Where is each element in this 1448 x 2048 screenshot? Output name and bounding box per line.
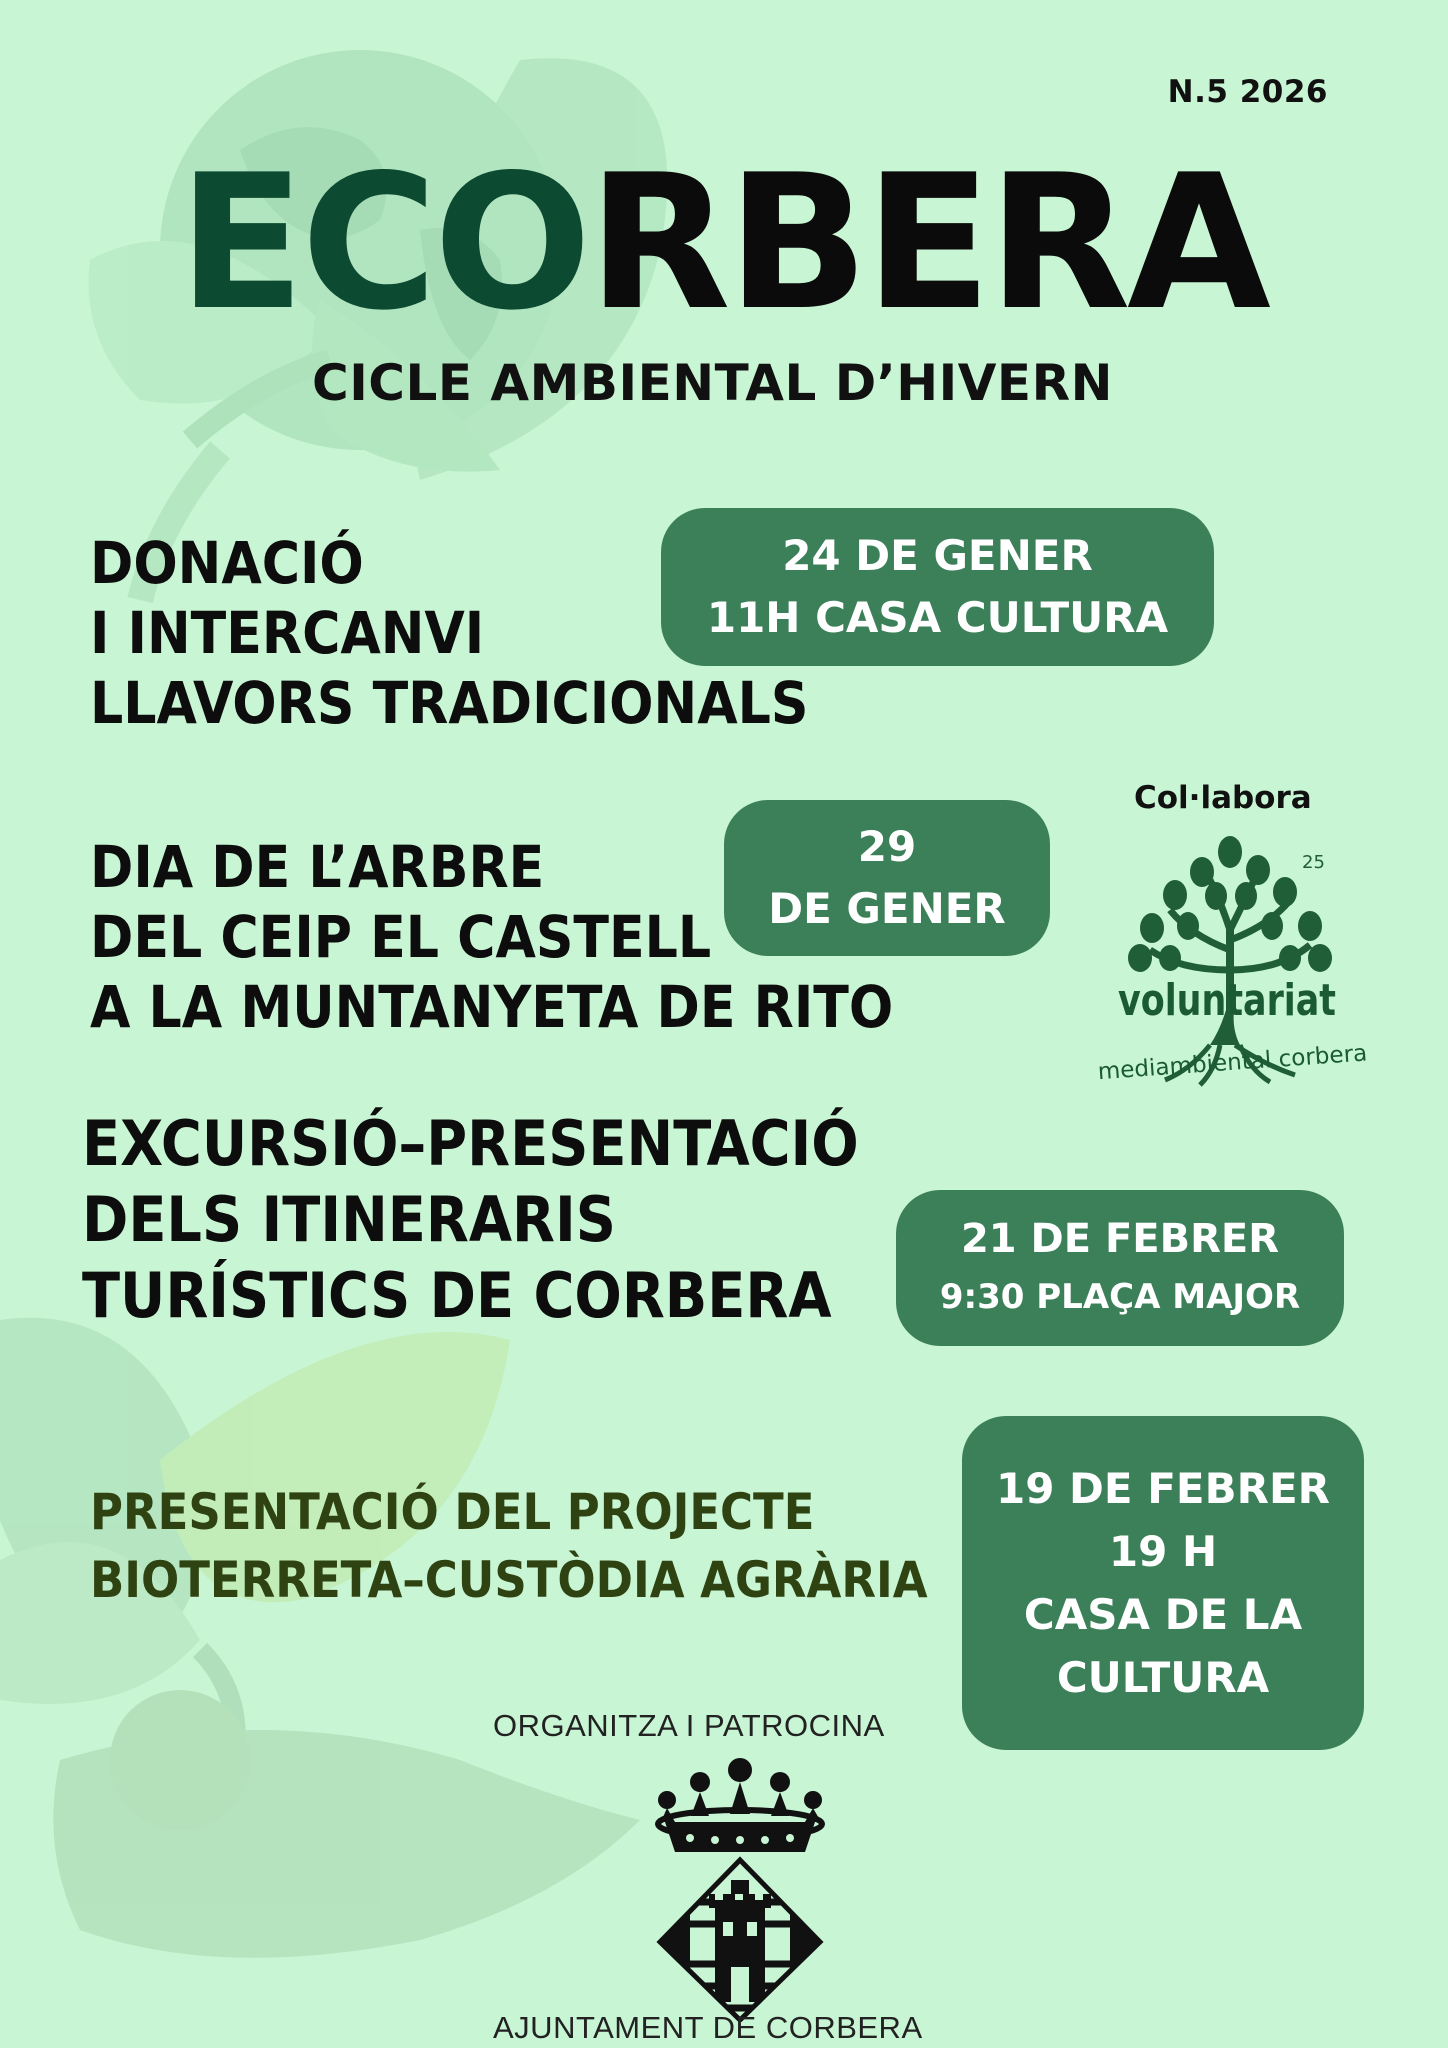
collaborator-label: Col·labora [1134, 780, 1312, 816]
event-4-title [90, 1478, 928, 1614]
event-3-date-badge [896, 1190, 1344, 1346]
voluntariat-tree-logo-icon [1070, 830, 1390, 1090]
event-2-title-line: A LA MUNTANYETA DE RITO [90, 973, 894, 1041]
event-3-title-line: EXCURSIÓ–PRESENTACIÓ [82, 1107, 859, 1180]
event-2-title-line: DEL CEIP EL CASTELL [90, 903, 712, 971]
event-3-title-line: DELS ITINERARIS [82, 1183, 616, 1256]
event-2-title-line: DIA DE L’ARBRE [90, 833, 545, 901]
event-1-title-line: DONACIÓ [90, 529, 364, 597]
event-4-date-badge [962, 1416, 1364, 1750]
event-1-date-badge [661, 508, 1214, 666]
event-3-title-line: TURÍSTICS DE CORBERA [82, 1259, 832, 1332]
event-4-date-line: 19 DE FEBRER [995, 1464, 1330, 1513]
event-3-title [82, 1106, 859, 1334]
event-4-date-line: CULTURA [1056, 1653, 1270, 1702]
title-rbera: RBERA [587, 134, 1267, 351]
event-1-date-line: 24 DE GENER [782, 531, 1093, 580]
poster-title [178, 134, 1267, 351]
event-2-date-line: 29 [857, 822, 917, 871]
event-2-date-badge [724, 800, 1050, 956]
logo-sub-text: mediambiental corbera [1096, 1040, 1368, 1086]
event-1-title-line: LLAVORS TRADICIONALS [90, 669, 809, 737]
issue-number: N.5 2026 [1167, 74, 1328, 110]
event-4-date-line: CASA DE LA [1023, 1590, 1303, 1639]
event-3-date-line: 9:30 PLAÇA MAJOR [939, 1277, 1301, 1317]
event-4-date-line: 19 H [1108, 1527, 1218, 1576]
event-3-date-line: 21 DE FEBRER [960, 1216, 1280, 1262]
logo-badge: 25 [1302, 852, 1325, 873]
organizer-label: ORGANITZA I PATROCINA [493, 1708, 885, 1743]
event-2-date-line: DE GENER [768, 884, 1006, 933]
corbera-coat-of-arms-icon [645, 1752, 835, 2022]
poster-subtitle: CICLE AMBIENTAL D’HIVERN [312, 354, 1113, 412]
event-4-title-line: BIOTERRETA–CUSTÒDIA AGRÀRIA [90, 1551, 928, 1609]
organizer-name: AJUNTAMENT DE CORBERA [493, 2010, 923, 2045]
logo-main-text: voluntariat [1118, 975, 1337, 1026]
event-1-title-line: I INTERCANVI [90, 599, 485, 667]
title-eco: ECO [178, 134, 588, 351]
event-4-title-line: PRESENTACIÓ DEL PROJECTE [90, 1483, 815, 1541]
event-1-date-line: 11H CASA CULTURA [706, 593, 1169, 642]
